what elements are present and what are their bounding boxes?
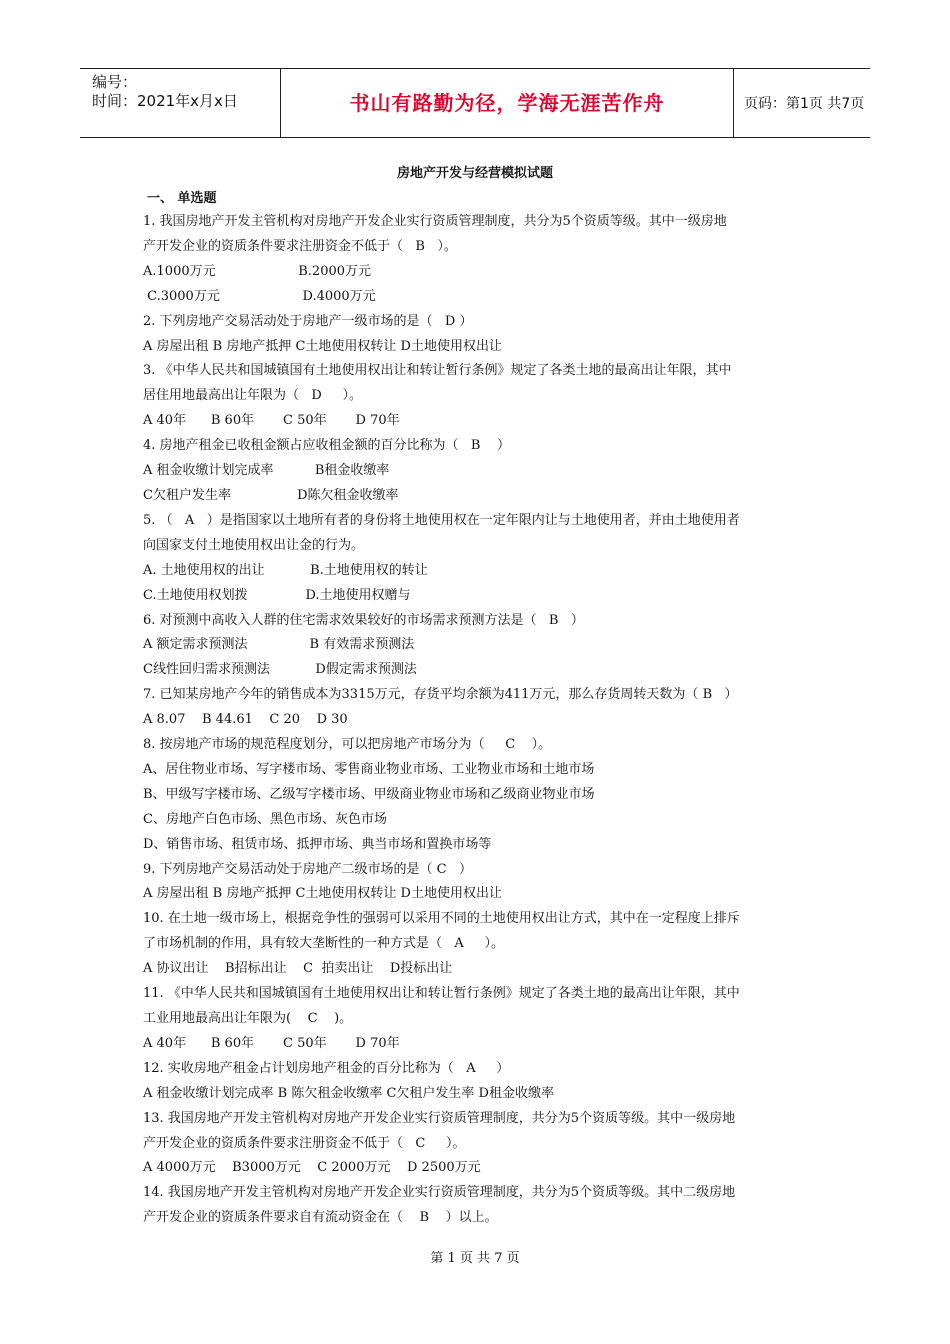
text-line: 1. 我国房地产开发主管机构对房地产开发企业实行资质管理制度，共分为5个资质等级。其中一级房地 bbox=[143, 214, 727, 229]
text-line: 10. 在土地一级市场上，根据竞争性的强弱可以采用不同的土地使用权出让方式，其中在一定程度上排斥 bbox=[143, 911, 740, 927]
page-footer: 第 1 页 共 7 页 bbox=[430, 1251, 520, 1266]
text-line: A 8.07 B 44.61 C 20 D 30 bbox=[143, 712, 348, 728]
text-line: A. 土地使用权的出让 B.土地使用权的转让 bbox=[143, 562, 428, 578]
text-line: C线性回归需求预测法 D假定需求预测法 bbox=[143, 662, 417, 678]
text-line: 8. 按房地产市场的规范程度划分，可以把房地产市场分为（ C ）。 bbox=[143, 737, 552, 753]
question-list bbox=[143, 210, 813, 1231]
header-page-info: 页码：第1页 共7页 bbox=[744, 96, 865, 112]
header-motto-cell bbox=[280, 69, 734, 137]
text-line: 2. 下列房地产交易活动处于房地产一级市场的是（ D ） bbox=[143, 313, 473, 329]
text-line: C欠租户发生率 D陈欠租金收缴率 bbox=[143, 487, 399, 503]
text-line: 产开发企业的资质条件要求注册资金不低于（ C ）。 bbox=[143, 1135, 466, 1151]
text-line: C、房地产白色市场、黑色市场、灰色市场 bbox=[143, 811, 387, 827]
text-line: 居住用地最高出让年限为（ D ）。 bbox=[143, 388, 362, 404]
text-line: 3. 《中华人民共和国城镇国有土地使用权出让和转让暂行条例》规定了各类土地的最高出让年限，其中 bbox=[143, 363, 732, 379]
motto-text: 书山有路勤为径，学海无涯苦作舟 bbox=[349, 91, 665, 115]
section-heading: 一、 单选题 bbox=[147, 191, 217, 206]
text-line: C.3000万元 D.4000万元 bbox=[143, 288, 376, 304]
text-line: A 租金收缴计划完成率 B 陈欠租金收缴率 C欠租户发生率 D租金收缴率 bbox=[143, 1085, 554, 1101]
text-line: 6. 对预测中高收入人群的住宅需求效果较好的市场需求预测方法是（ B ） bbox=[143, 612, 584, 628]
text-line: 14. 我国房地产开发主管机构对房地产开发企业实行资质管理制度，共分为5个资质等级。其中二级房地 bbox=[143, 1185, 736, 1201]
text-line: 5. （ A ）是指国家以土地所有者的身份将土地使用权在一定年限内让与土地使用者，并由土地使用者 bbox=[143, 512, 740, 528]
text-line: A.1000万元 B.2000万元 bbox=[143, 263, 372, 279]
text-line: 工业用地最高出让年限为( C )。 bbox=[143, 1011, 353, 1026]
text-line: 12. 实收房地产租金占计划房地产租金的百分比称为（ A ） bbox=[143, 1060, 510, 1076]
text-line: A 40年 B 60年 C 50年 D 70年 bbox=[143, 413, 400, 429]
text-line: C.土地使用权划拨 D.土地使用权赠与 bbox=[143, 587, 411, 603]
text-line: 13. 我国房地产开发主管机构对房地产开发企业实行资质管理制度，共分为5个资质等级。其中一级房地 bbox=[143, 1110, 736, 1126]
text-line: 7. 已知某房地产今年的销售成本为3315万元，存货平均余额为411万元，那么存货周转天数为（ B ） bbox=[143, 687, 738, 703]
number-label: 编号： bbox=[92, 73, 138, 91]
text-line: 了市场机制的作用，具有较大垄断性的一种方式是（ A ）。 bbox=[143, 936, 504, 952]
text-line: A 房屋出租 B 房地产抵押 C土地使用权转让 D土地使用权出让 bbox=[143, 338, 502, 354]
time-label: 时间：2021年x月x日 bbox=[92, 92, 238, 110]
text-line: 9. 下列房地产交易活动处于房地产二级市场的是（ C ） bbox=[143, 861, 473, 877]
text-line: A 4000万元 B3000万元 C 2000万元 D 2500万元 bbox=[143, 1160, 481, 1176]
text-line: 4. 房地产租金已收租金额占应收租金额的百分比称为（ B ） bbox=[143, 438, 511, 454]
text-line: 产开发企业的资质条件要求注册资金不低于（ B ）。 bbox=[143, 238, 457, 254]
text-line: A 协议出让 B招标出让 C 拍卖出让 D投标出让 bbox=[143, 961, 453, 977]
text-line: 产开发企业的资质条件要求自有流动资金在（ B ）以上。 bbox=[143, 1210, 498, 1226]
text-line: A 额定需求预测法 B 有效需求预测法 bbox=[143, 637, 415, 653]
text-line: 11. 《中华人民共和国城镇国有土地使用权出让和转让暂行条例》规定了各类土地的最高出让年限，其中 bbox=[143, 986, 740, 1002]
text-line: A 40年 B 60年 C 50年 D 70年 bbox=[143, 1035, 400, 1051]
header-meta bbox=[80, 69, 280, 137]
text-line: A、居住物业市场、写字楼市场、零售商业物业市场、工业物业市场和土地市场 bbox=[143, 761, 595, 777]
document-header bbox=[80, 68, 870, 138]
text-line: 向国家支付土地使用权出让金的行为。 bbox=[143, 537, 365, 553]
text-line: B、甲级写字楼市场、乙级写字楼市场、甲级商业物业市场和乙级商业物业市场 bbox=[143, 786, 595, 802]
text-line: D、销售市场、租赁市场、抵押市场、典当市场和置换市场等 bbox=[143, 836, 492, 852]
text-line: A 房屋出租 B 房地产抵押 C土地使用权转让 D土地使用权出让 bbox=[143, 886, 502, 902]
document-title: 房地产开发与经营模拟试题 bbox=[396, 166, 553, 181]
text-line: A 租金收缴计划完成率 B租金收缴率 bbox=[143, 463, 390, 479]
